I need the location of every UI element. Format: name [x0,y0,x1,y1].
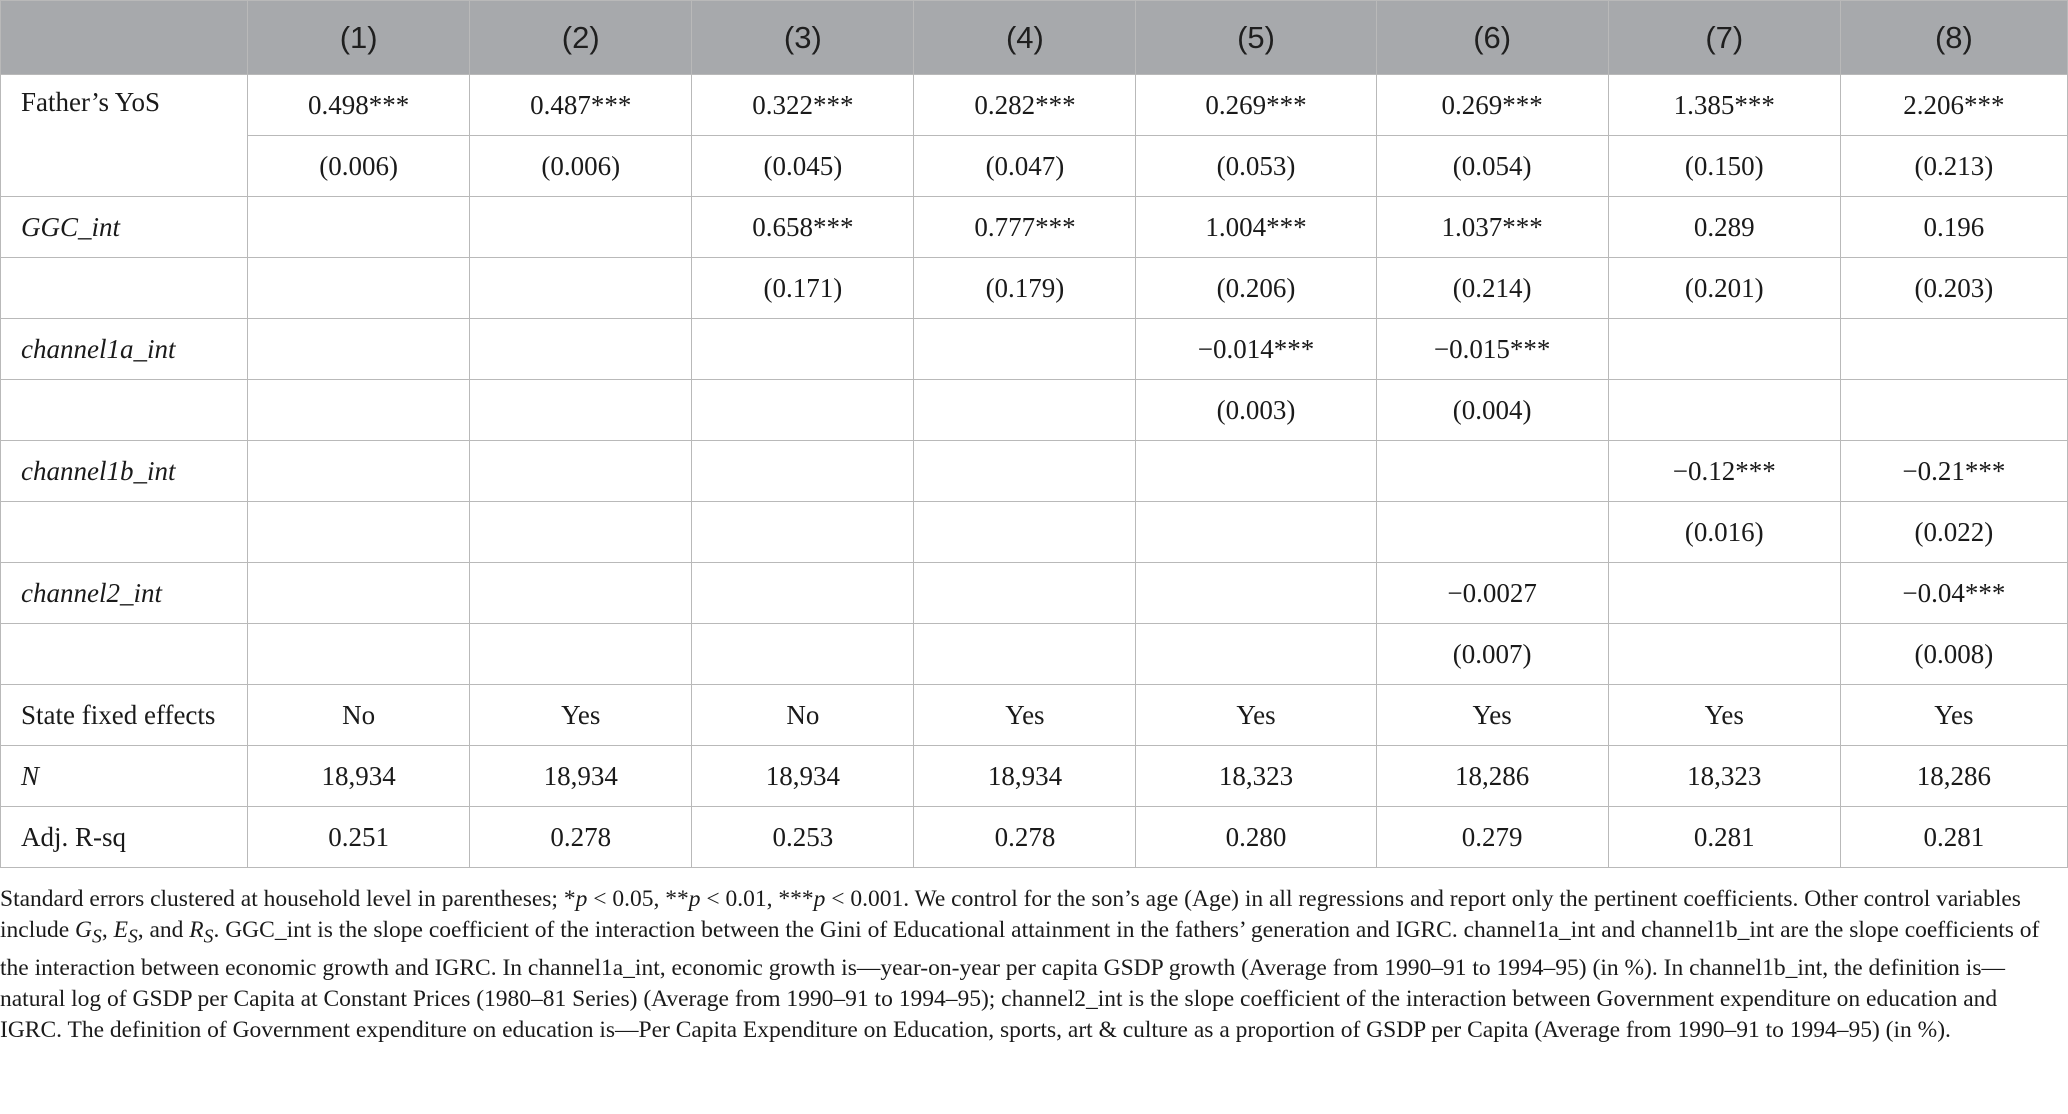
standard-error-cell: (0.214) [1376,258,1608,319]
row-label: channel1a_int [1,319,248,380]
footnote-text: , [101,917,114,943]
standard-error-cell: (0.006) [470,136,692,197]
standard-error-cell: (0.004) [1376,380,1608,441]
standard-error-cell [914,380,1136,441]
empty-label-cell [1,258,248,319]
footnote-p-symbol: p [813,886,826,912]
column-header: (3) [692,1,914,75]
statistic-cell: Yes [914,685,1136,746]
standard-error-cell: (0.179) [914,258,1136,319]
standard-error-cell [470,258,692,319]
standard-error-cell: (0.213) [1840,136,2067,197]
statistic-cell: Yes [1376,685,1608,746]
column-header: (2) [470,1,692,75]
coefficient-cell: −0.21*** [1840,441,2067,502]
row-label: Adj. R-sq [1,807,248,868]
standard-error-row [1,136,2068,197]
column-header: (8) [1840,1,2067,75]
column-header: (5) [1136,1,1376,75]
coefficient-cell: 1.385*** [1608,75,1840,136]
coefficient-row [1,563,2068,624]
coefficient-cell [470,441,692,502]
standard-error-row [1,258,2068,319]
column-header: (1) [248,1,470,75]
coefficient-cell: 0.498*** [248,75,470,136]
statistic-row [1,746,2068,807]
statistic-cell: 0.253 [692,807,914,868]
column-header: (6) [1376,1,1608,75]
math-subscript-s: S [127,926,138,948]
row-label: State fixed effects [1,685,248,746]
standard-error-cell [692,502,914,563]
coefficient-cell: 0.269*** [1136,75,1376,136]
footnote-p-symbol: p [688,886,701,912]
footnote-text: , and [137,917,190,943]
statistic-cell: No [248,685,470,746]
statistic-cell: 0.251 [248,807,470,868]
coefficient-cell [248,197,470,258]
row-label: channel1b_int [1,441,248,502]
math-G: G [75,917,93,943]
statistic-row [1,807,2068,868]
statistic-row [1,685,2068,746]
coefficient-cell [914,319,1136,380]
standard-error-cell [1608,624,1840,685]
standard-error-cell: (0.150) [1608,136,1840,197]
statistic-cell: 18,323 [1608,746,1840,807]
statistic-cell: 0.281 [1840,807,2067,868]
standard-error-cell [1136,502,1376,563]
standard-error-cell: (0.006) [248,136,470,197]
coefficient-cell [1136,563,1376,624]
standard-error-cell [1840,380,2067,441]
column-header: (7) [1608,1,1840,75]
coefficient-cell: −0.014*** [1136,319,1376,380]
table-footnote [0,884,2050,1046]
coefficient-cell: 0.658*** [692,197,914,258]
coefficient-cell: 0.777*** [914,197,1136,258]
row-label: N [1,746,248,807]
math-subscript-s: S [203,926,214,948]
row-label: channel2_int [1,563,248,624]
coefficient-cell [470,563,692,624]
coefficient-cell: 0.322*** [692,75,914,136]
coefficient-cell [1608,563,1840,624]
statistic-cell: 0.279 [1376,807,1608,868]
standard-error-cell: (0.047) [914,136,1136,197]
coefficient-cell [1608,319,1840,380]
math-R: R [189,917,204,943]
statistic-cell: 18,934 [470,746,692,807]
coefficient-cell: 0.282*** [914,75,1136,136]
standard-error-cell: (0.003) [1136,380,1376,441]
footnote-text: Standard errors clustered at household level in parentheses; * [0,886,576,912]
standard-error-cell [248,380,470,441]
standard-error-cell: (0.016) [1608,502,1840,563]
coefficient-row [1,441,2068,502]
standard-error-cell [248,624,470,685]
coefficient-cell [914,563,1136,624]
coefficient-cell [692,563,914,624]
standard-error-cell: (0.206) [1136,258,1376,319]
standard-error-cell: (0.203) [1840,258,2067,319]
column-header: (4) [914,1,1136,75]
standard-error-cell [1376,502,1608,563]
coefficient-cell [248,563,470,624]
coefficient-cell [1840,319,2067,380]
standard-error-cell [692,624,914,685]
coefficient-cell [470,197,692,258]
standard-error-cell [914,624,1136,685]
math-subscript-s: S [92,926,102,948]
coefficient-cell: 0.196 [1840,197,2067,258]
coefficient-cell: −0.04*** [1840,563,2067,624]
coefficient-cell: 1.037*** [1376,197,1608,258]
standard-error-cell [248,502,470,563]
empty-label-cell [1,380,248,441]
header-corner [1,1,248,75]
coefficient-cell [692,319,914,380]
standard-error-cell [470,380,692,441]
standard-error-cell: (0.201) [1608,258,1840,319]
standard-error-row [1,380,2068,441]
standard-error-cell: (0.171) [692,258,914,319]
coefficient-row [1,197,2068,258]
coefficient-cell: −0.0027 [1376,563,1608,624]
footnote-p-symbol: p [575,886,588,912]
coefficient-cell [692,441,914,502]
coefficient-cell [248,441,470,502]
row-label: GGC_int [1,197,248,258]
header-row [1,1,2068,75]
standard-error-cell [692,380,914,441]
standard-error-cell: (0.045) [692,136,914,197]
empty-label-cell [1,502,248,563]
coefficient-cell: 0.269*** [1376,75,1608,136]
coefficient-cell [470,319,692,380]
footnote-text: < 0.01, *** [700,886,814,912]
statistic-cell: Yes [1840,685,2067,746]
coefficient-row [1,319,2068,380]
statistic-cell: Yes [470,685,692,746]
standard-error-cell [470,502,692,563]
coefficient-cell [1376,441,1608,502]
standard-error-cell [1608,380,1840,441]
standard-error-cell [470,624,692,685]
coefficient-cell [1136,441,1376,502]
standard-error-cell [248,258,470,319]
coefficient-cell [914,441,1136,502]
statistic-cell: No [692,685,914,746]
standard-error-row [1,502,2068,563]
standard-error-row [1,624,2068,685]
standard-error-cell: (0.007) [1376,624,1608,685]
coefficient-cell: 0.289 [1608,197,1840,258]
coefficient-cell: −0.12*** [1608,441,1840,502]
standard-error-cell: (0.054) [1376,136,1608,197]
statistic-cell: Yes [1608,685,1840,746]
standard-error-cell: (0.008) [1840,624,2067,685]
statistic-cell: 18,934 [914,746,1136,807]
standard-error-cell: (0.022) [1840,502,2067,563]
row-label: Father’s YoS [1,75,248,197]
standard-error-cell [914,502,1136,563]
math-E: E [113,917,128,943]
footnote-text: < 0.001. We control for the son’s age (Age) in all regressions and report only the pertinent coefficients. Other control variables include [0,886,2021,943]
coefficient-cell: 2.206*** [1840,75,2067,136]
coefficient-cell: −0.015*** [1376,319,1608,380]
coefficient-cell [248,319,470,380]
statistic-cell: 0.278 [470,807,692,868]
standard-error-cell [1136,624,1376,685]
statistic-cell: 0.280 [1136,807,1376,868]
statistic-cell: 18,934 [248,746,470,807]
coefficient-cell: 1.004*** [1136,197,1376,258]
statistic-cell: 18,286 [1840,746,2067,807]
statistic-cell: 18,323 [1136,746,1376,807]
footnote-text: . GGC_int is the slope coefficient of the interaction between the Gini of Educational attainment in the fathers’ generation and IGRC. channel1a_int and channel1b_int are the slope coefficients of the interaction between economic growth and IGRC. In channel1a_int, economic growth is—year-on-year per capita GSDP growth (Average from 1990–91 to 1994–95) (in %). In channel1b_int, the definition is—natural log of GSDP per Capita at Constant Prices (1980–81 Series) (Average from 1990–91 to 1994–95); channel2_int is the slope coefficient of the interaction between Government expenditure on education and IGRC. The definition of Government expenditure on education is—Per Capita Expenditure on Education, sports, art & culture as a proportion of GSDP per Capita (Average from 1990–91 to 1994–95) (in %). [0,917,2040,1043]
statistic-cell: 0.278 [914,807,1136,868]
footnote-text: < 0.05, ** [587,886,689,912]
coefficient-cell: 0.487*** [470,75,692,136]
statistic-cell: 18,286 [1376,746,1608,807]
statistic-cell: Yes [1136,685,1376,746]
empty-label-cell [1,624,248,685]
coefficient-row [1,75,2068,136]
statistic-cell: 18,934 [692,746,914,807]
standard-error-cell: (0.053) [1136,136,1376,197]
statistic-cell: 0.281 [1608,807,1840,868]
